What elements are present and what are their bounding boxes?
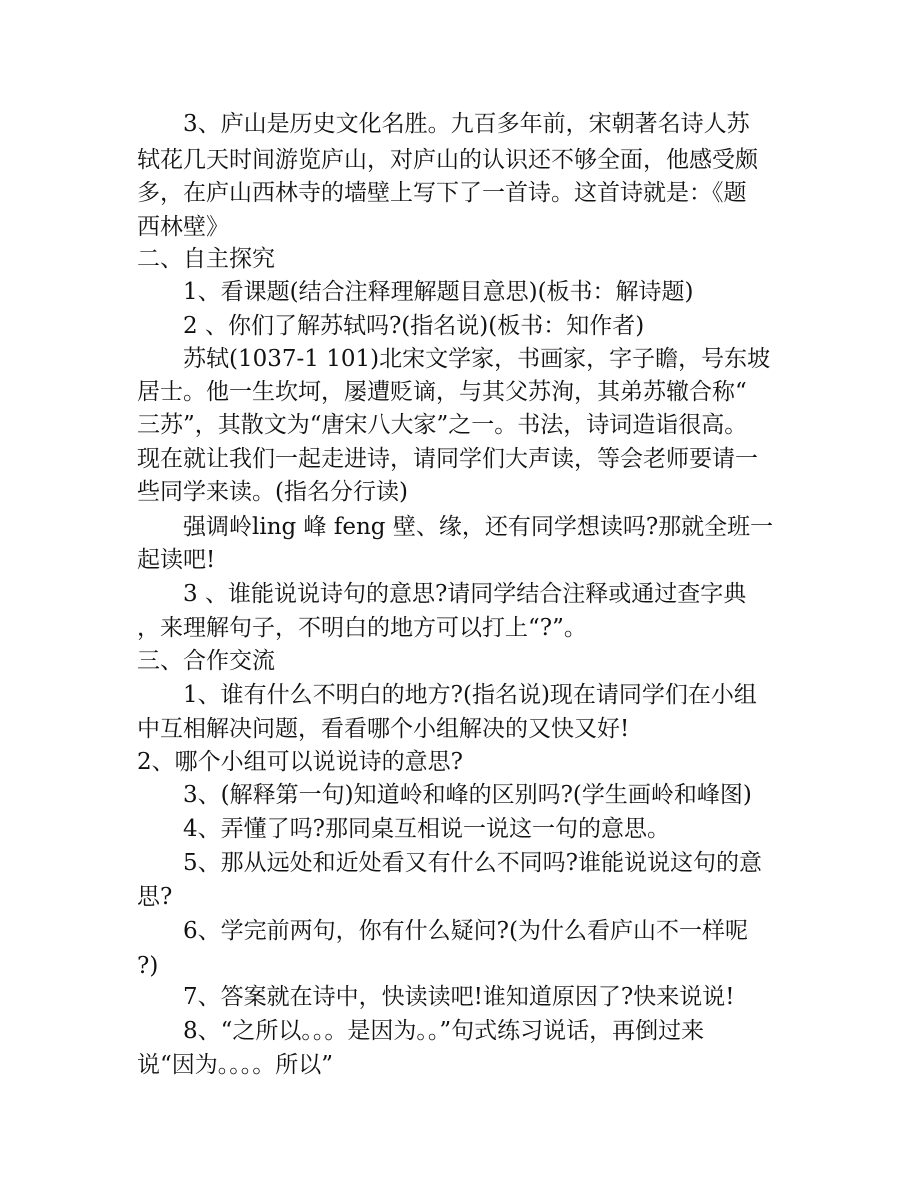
section-heading: 二、自主探究 xyxy=(137,246,275,272)
text-line: 起读吧! xyxy=(137,547,216,573)
text-line: 思? xyxy=(137,884,173,910)
text-line: 中互相解决问题，看看哪个小组解决的又快又好! xyxy=(137,716,630,742)
text-line: 居士。他一生坎坷，屡遭贬谪，与其父苏洵，其弟苏辙合称“ xyxy=(137,379,747,405)
text-line: 7、答案就在诗中，快读读吧!谁知道原因了?快来说说! xyxy=(183,984,735,1010)
text-line: 1、谁有什么不明白的地方?(指名说)现在请同学们在小组 xyxy=(183,682,757,708)
text-line: 轼花几天时间游览庐山，对庐山的认识还不够全面，他感受颇 xyxy=(137,147,758,173)
text-line: 强调岭ling 峰 feng 壁、缘，还有同学想读吗?那就全班一 xyxy=(183,514,774,540)
text-line: 8、“之所以。。。是因为。。”句式练习说话，再倒过来 xyxy=(183,1018,705,1044)
text-line: 3、(解释第一句)知道岭和峰的区别吗?(学生画岭和峰图) xyxy=(183,782,752,808)
text-line: 些同学来读。(指名分行读) xyxy=(137,479,408,505)
text-line: 6、学完前两句，你有什么疑问?(为什么看庐山不一样呢 xyxy=(183,918,748,944)
text-line: 说“因为。。。。所以” xyxy=(137,1052,334,1078)
section-heading: 三、合作交流 xyxy=(137,648,275,674)
text-line: 1、看课题(结合注释理解题目意思)(板书：解诗题) xyxy=(183,279,694,305)
text-line: 5、那从远处和近处看又有什么不同吗?谁能说说这句的意 xyxy=(183,850,762,876)
text-line: 2、哪个小组可以说说诗的意思? xyxy=(137,749,463,775)
text-line: 4、弄懂了吗?那同桌互相说一说这一句的意思。 xyxy=(183,816,670,842)
text-line: ，来理解句子，不明白的地方可以打上“?”。 xyxy=(137,615,587,641)
text-line: 苏轼(1037-1 101)北宋文学家，书画家，字子瞻，号东坡 xyxy=(183,346,771,372)
text-line: ?) xyxy=(137,953,159,979)
text-line: 现在就让我们一起走进诗，请同学们大声读，等会老师要请一 xyxy=(137,446,758,472)
text-line: 多，在庐山西林寺的墙壁上写下了一首诗。这首诗就是：《题 xyxy=(137,180,747,206)
text-line: 三苏”，其散文为“唐宋八大家”之一。书法，诗词造诣很高。 xyxy=(137,412,748,438)
text-line: 3 、谁能说说诗句的意思?请同学结合注释或通过查字典 xyxy=(183,581,747,607)
text-line: 西林壁》 xyxy=(137,214,229,240)
text-line: 3、庐山是历史文化名胜。九百多年前，宋朝著名诗人苏 xyxy=(183,111,750,137)
text-line: 2 、你们了解苏轼吗?(指名说)(板书：知作者) xyxy=(183,313,645,339)
